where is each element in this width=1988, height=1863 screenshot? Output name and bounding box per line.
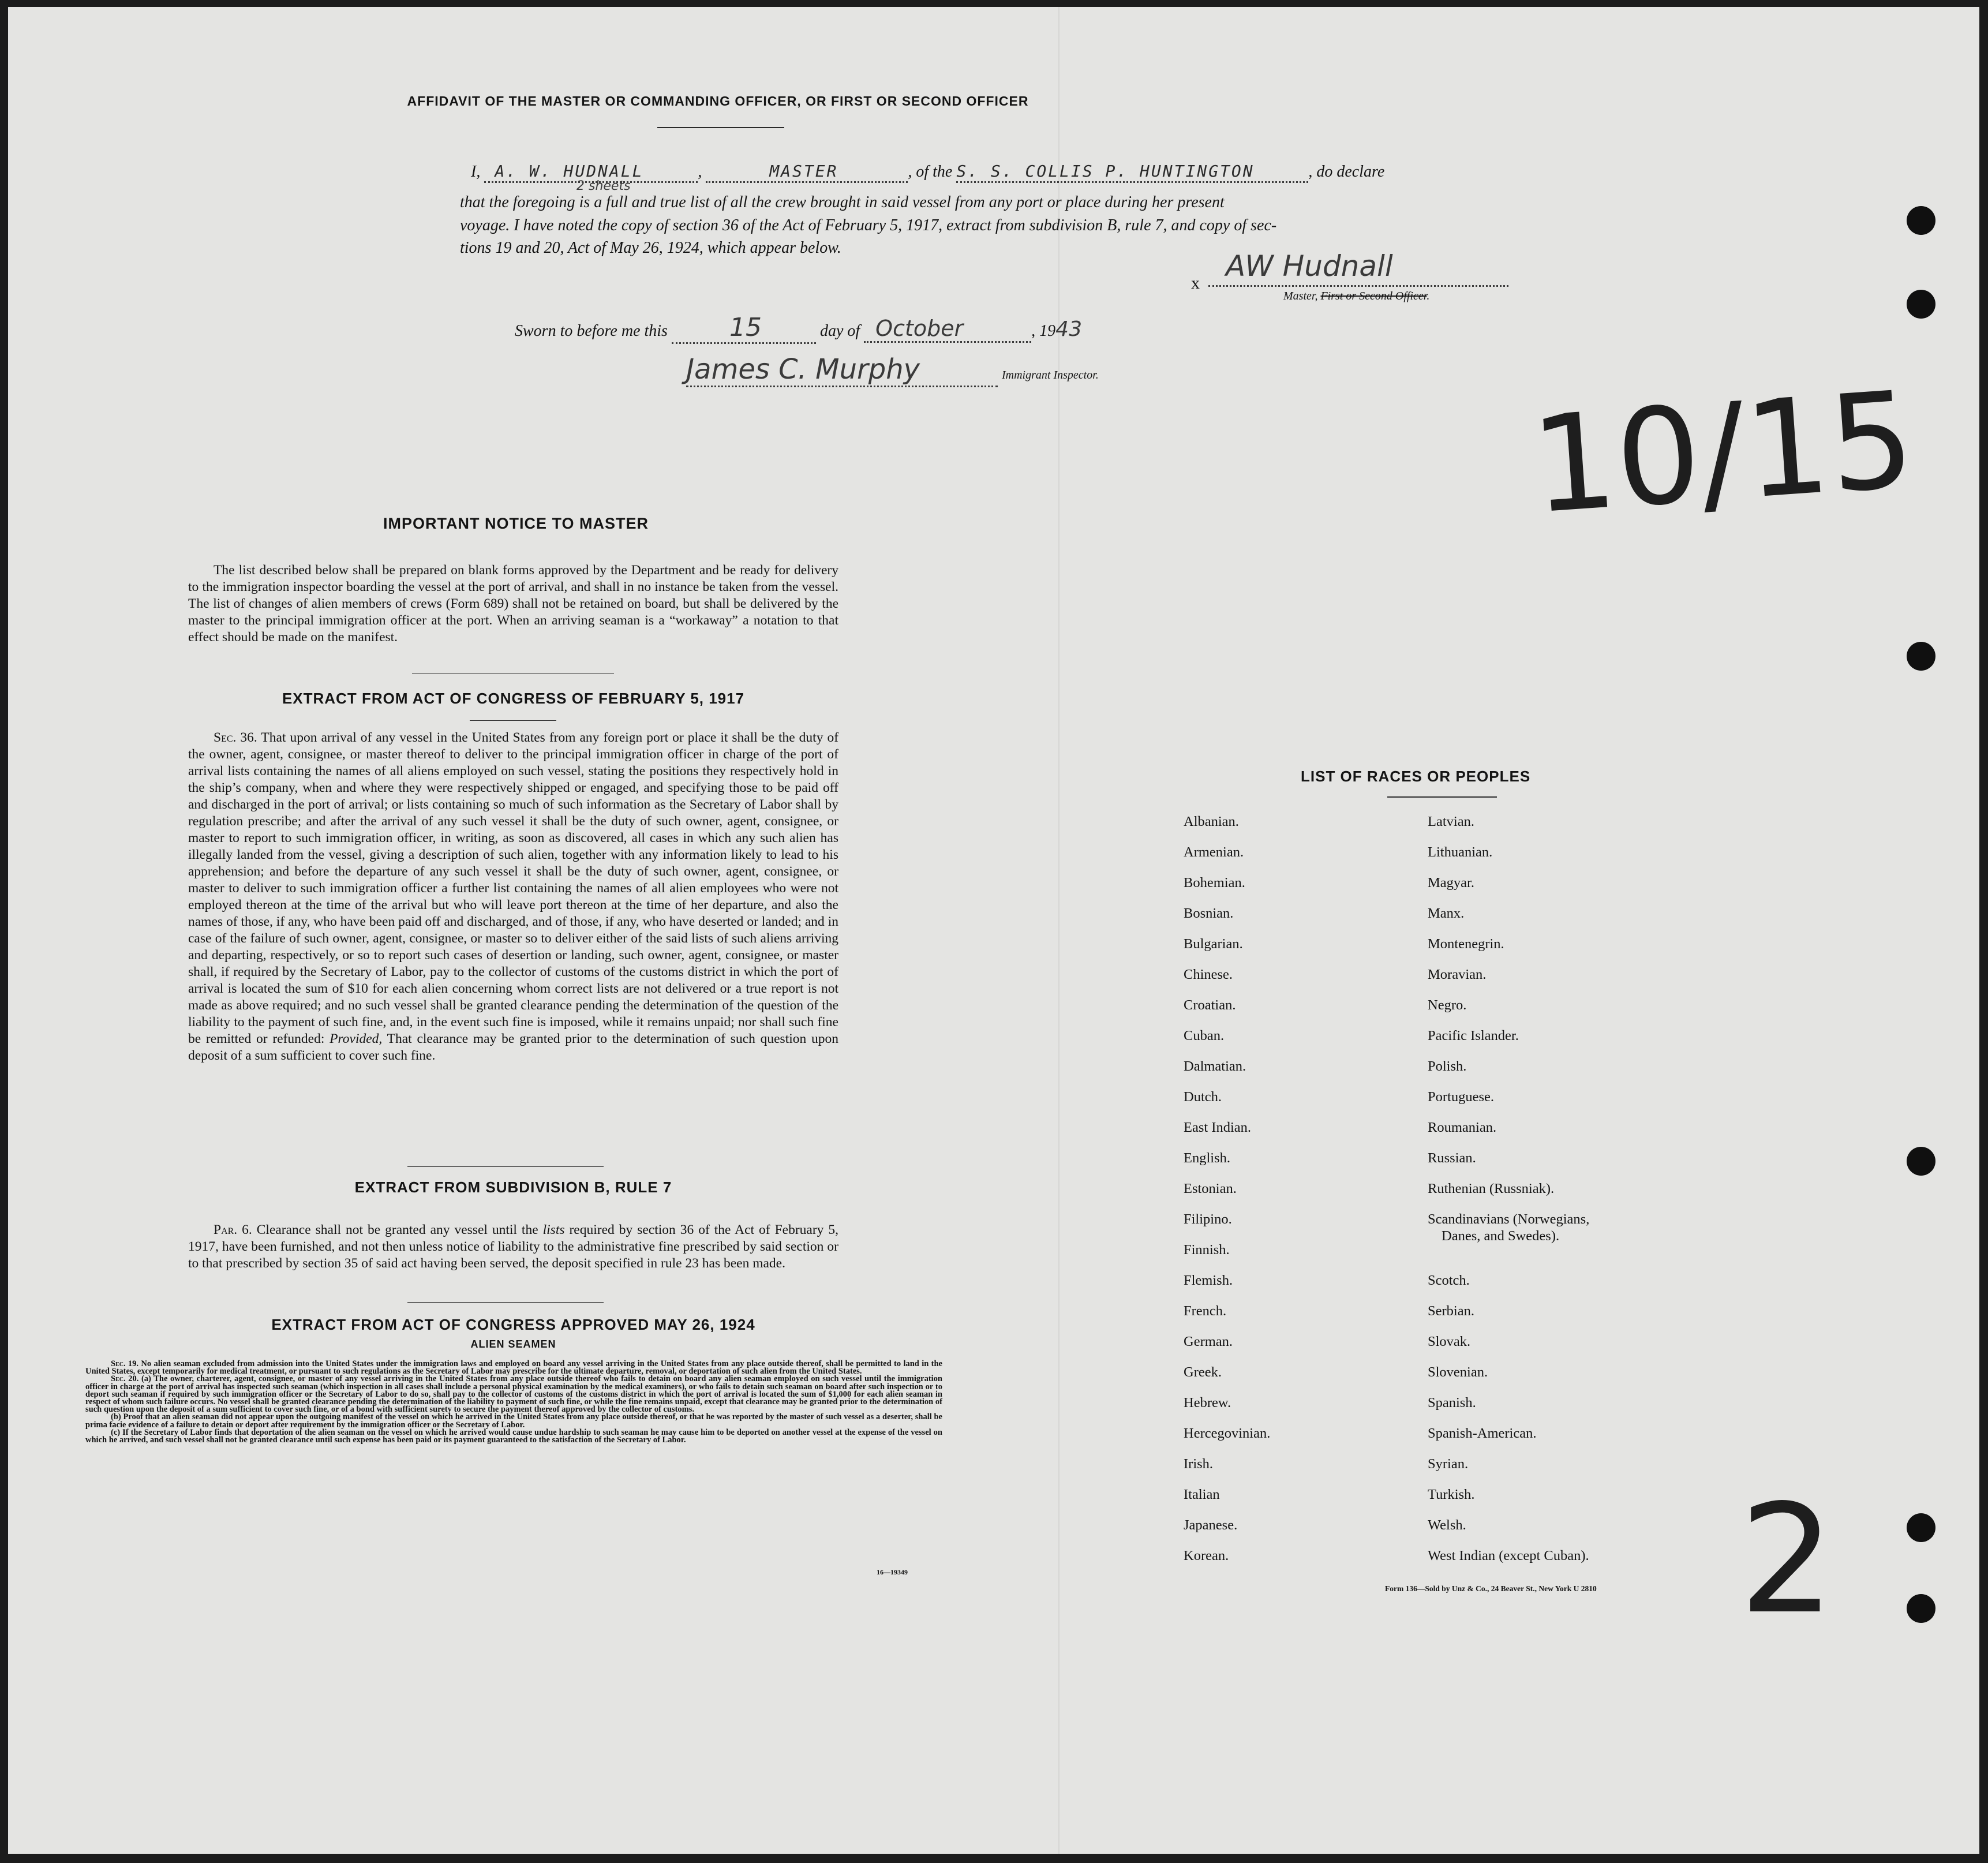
sworn-month: October — [875, 316, 964, 341]
race-item: East Indian. — [1184, 1120, 1252, 1135]
race-item: Spanish-American. — [1428, 1426, 1537, 1441]
notice-body — [188, 562, 838, 646]
sec-20c-paragraph: (c) If the Secretary of Labor finds that deportation of the alien seaman on the vessel on which he arrived would cause undue hardship to such seaman he may cause him to be deported on another vessel at the expense of the vessel on which he arrived, and such vessel shall not be granted clearance until such expense has been paid or its payment guaranteed to the satisfaction of the Secretary of Labor. — [85, 1427, 942, 1445]
sec-19-label: Sec. 19. — [111, 1359, 139, 1368]
inspector-label: Immigrant Inspector. — [1002, 369, 1099, 381]
par-6-text: Clearance shall not be granted any vessel until the — [256, 1222, 538, 1237]
master-signature-text: AW Hudnall — [1226, 249, 1393, 283]
race-item: Filipino. — [1184, 1211, 1232, 1227]
race-item: West Indian (except Cuban). — [1428, 1548, 1589, 1563]
race-item: Finnish. — [1184, 1242, 1230, 1258]
section-rule — [407, 1166, 604, 1167]
extract-rule7-title: EXTRACT FROM SUBDIVISION B, RULE 7 — [354, 1179, 672, 1196]
affidavit-line-2 — [460, 193, 1545, 212]
races-title: LIST OF RACES OR PEOPLES — [1301, 768, 1531, 785]
race-item: Negro. — [1428, 997, 1467, 1013]
race-item: Albanian. — [1184, 814, 1239, 829]
extract-1924-title: EXTRACT FROM ACT OF CONGRESS APPROVED MAY 26, 1924 — [271, 1316, 755, 1333]
race-item: Montenegrin. — [1428, 936, 1504, 952]
race-item: Turkish. — [1428, 1487, 1475, 1502]
sec-20-label: Sec. 20. — [111, 1374, 139, 1384]
inserted-sheets-note: 2 sheets — [576, 179, 631, 193]
race-item: Manx. — [1428, 906, 1465, 921]
races-left-column — [1184, 814, 1270, 1578]
race-item: Dutch. — [1184, 1089, 1222, 1105]
race-item: Croatian. — [1184, 997, 1236, 1013]
extract-1917-body — [188, 730, 838, 1064]
line2-rest: is a full and true list of all the crew brought in said vessel from any port or place during her present — [579, 193, 1225, 211]
of-the: , of the — [908, 163, 953, 181]
race-item: Syrian. — [1428, 1456, 1469, 1472]
race-item: Greek. — [1184, 1364, 1222, 1380]
day-of: day of — [819, 322, 860, 340]
form-code: 16—19349 — [877, 1568, 908, 1576]
race-item: Danes, and Swedes). — [1442, 1228, 1560, 1244]
race-item: Portuguese. — [1428, 1089, 1494, 1105]
label-struck: First or Second Officer — [1320, 290, 1427, 302]
label-master: Master, — [1283, 290, 1318, 302]
sec-20a-text: (a) The owner, charterer, agent, consignee, or master of any vessel arriving in the United States from any place outside thereof who fails to detain on board any alien seaman employed on such vessel until the immigration officer in charge at the port of arrival has inspected such seaman (which inspection in all cases shall include a personal physical examination by the medical examiners), or who fails to detain such seaman on board after such inspection or to deport such seaman if required by such immigration officer or the Secretary of Labor to do so, shall pay to the collector of customs of the customs district in which the port of arrival is located the sum of $1,000 for each alien seaman in respect of whom such failure occurs. No vessel shall be granted clearance pending the determination of the liability to payment of such fine, or while the fine remains unpaid, except that clearance may be granted prior to the determination of such question upon the deposit of a sum sufficient to cover such fine, or of a bond with sufficient surety to secure the payment thereof approved by the collector of customs. — [85, 1374, 942, 1415]
race-item: Cuban. — [1184, 1028, 1225, 1043]
race-item: Armenian. — [1184, 844, 1244, 860]
lists-word: lists — [542, 1222, 565, 1237]
do-declare: , do declare — [1308, 163, 1385, 181]
alien-seamen-subtitle: ALIEN SEAMEN — [470, 1338, 556, 1350]
sec-36-label: Sec. 36. — [214, 730, 257, 745]
master-name: A. W. HUDNALL — [495, 162, 644, 181]
race-item: Hebrew. — [1184, 1395, 1231, 1411]
label-end: . — [1427, 290, 1430, 302]
race-item: Latvian. — [1428, 814, 1474, 829]
races-title-rule — [1387, 796, 1497, 798]
race-item: Magyar. — [1428, 875, 1474, 891]
handwritten-page-number: 2 — [1739, 1473, 1835, 1647]
month-field — [864, 316, 1031, 343]
extract-1924-body — [85, 1360, 942, 1444]
sworn-day: 15 — [729, 313, 762, 342]
par-6-text-end: required by section 36 of the Act of February 5, 1917, have been furnished, and not then unless notice of liability to the administrative fine prescribed by said section or to that prescribed by section 35 of said act having been served, the deposit specified in rule 23 has been made. — [188, 1222, 838, 1271]
races-right-column — [1428, 814, 1589, 1578]
vessel-name: S. S. COLLIS P. HUNTINGTON — [956, 162, 1255, 181]
provided-word: Provided, — [330, 1031, 383, 1046]
section-rule — [470, 720, 556, 721]
sec-19-paragraph — [85, 1360, 942, 1375]
sec-19-text: No alien seaman excluded from admission into the United States under the immigration laws and employed on board any vessel arriving in the United States from any place outside thereof, shall be permitted to land in the United States, except temporarily for medical treatment, or pursuant to such regulations as the Secretary of Labor may prescribe for the ultimate departure, removal, or deportation of such alien from the United States. — [85, 1359, 942, 1376]
affidavit-line-3: voyage. I have noted the copy of section 36 of the Act of February 5, 1917, extract from subdivision B, rule 7, and copy of sec- — [460, 216, 1277, 234]
race-item: Welsh. — [1428, 1517, 1466, 1533]
race-item: Flemish. — [1184, 1273, 1233, 1288]
title-rule — [657, 127, 784, 128]
race-item: Bosnian. — [1184, 906, 1234, 921]
line2-start: that the foregoing — [460, 193, 575, 211]
binder-hole — [1907, 642, 1935, 671]
affidavit-title: AFFIDAVIT OF THE MASTER OR COMMANDING OFFICER, OR FIRST OR SECOND OFFICER — [407, 93, 1029, 109]
race-item: Japanese. — [1184, 1517, 1238, 1533]
section-rule — [407, 1302, 604, 1303]
race-item: Russian. — [1428, 1150, 1476, 1166]
affidavit-line-4: tions 19 and 20, Act of May 26, 1924, which appear below. — [460, 239, 841, 257]
sec-36-paragraph — [188, 730, 838, 1064]
vessel-field — [956, 162, 1308, 183]
extract-rule7-body — [188, 1222, 838, 1272]
race-item: Irish. — [1184, 1456, 1214, 1472]
par-6-label: Par. 6. — [214, 1222, 252, 1237]
race-item: Slovenian. — [1428, 1364, 1488, 1380]
inspector-line — [686, 353, 1099, 387]
race-item: German. — [1184, 1334, 1233, 1349]
race-item: Korean. — [1184, 1548, 1229, 1563]
race-item: Dalmatian. — [1184, 1058, 1246, 1074]
master-signature — [1208, 249, 1508, 287]
race-item: Serbian. — [1428, 1303, 1474, 1319]
race-item: Polish. — [1428, 1058, 1467, 1074]
page-fold-line — [1058, 7, 1059, 1854]
rank: MASTER — [769, 162, 838, 181]
sec-36-text-end: That clearance may be granted prior to the determination of such question upon deposit of a sum sufficient to cover such fine. — [188, 1031, 839, 1063]
handwritten-date-mark: 10/15 — [1526, 363, 1919, 544]
race-item: Ruthenian (Russniak). — [1428, 1181, 1555, 1196]
binder-hole — [1907, 290, 1935, 319]
race-item: Bulgarian. — [1184, 936, 1243, 952]
extract-1917-title: EXTRACT FROM ACT OF CONGRESS OF FEBRUARY 5, 1917 — [282, 690, 745, 707]
race-item: Estonian. — [1184, 1181, 1237, 1196]
year-suffix: 43 — [1055, 317, 1082, 341]
binder-hole — [1907, 1594, 1935, 1623]
document-page — [8, 7, 1979, 1854]
notice-text: The list described below shall be prepared on blank forms approved by the Department and be ready for delivery to the immigration inspector boarding the vessel at the port of arrival, and shall in no instance be taken from the vessel. The list of changes of alien members of crews (Form 689) shall not be retained on board, but shall be delivered by the master to the principal immigration officer at the port. When an arriving seaman is a “workaway” a notation to that effect should be made on the manifest. — [188, 563, 838, 645]
race-item: Scandinavians (Norwegians, — [1428, 1211, 1590, 1227]
race-item: Scotch. — [1428, 1273, 1470, 1288]
race-item: Moravian. — [1428, 967, 1487, 982]
year-prefix: , 19 — [1031, 322, 1056, 340]
race-item: Italian — [1184, 1487, 1220, 1502]
day-field — [672, 313, 816, 344]
sworn-text: Sworn to before me this — [515, 322, 668, 340]
inspector-signature: James C. Murphy — [686, 353, 998, 387]
race-item: Chinese. — [1184, 967, 1233, 982]
signature-label — [1283, 290, 1429, 303]
sec-20b-paragraph: (b) Proof that an alien seaman did not appear upon the outgoing manifest of the vessel on which he arrived in the United States from any place outside thereof, or that he was reported by the master of such vessel as a deserter, shall be prima facie evidence of a failure to detain or deport after requirement by the immigration officer or the Secretary of Labor. — [85, 1412, 942, 1430]
sworn-line — [515, 313, 1265, 344]
affidavit-i: I, — [471, 163, 481, 181]
race-item: Roumanian. — [1428, 1120, 1497, 1135]
race-item: Hercegovinian. — [1184, 1426, 1271, 1441]
affidavit-line-1 — [471, 162, 1544, 183]
rank-field — [706, 162, 908, 183]
signature-x: x — [1191, 274, 1200, 293]
comma: , — [698, 163, 702, 181]
race-item: Pacific Islander. — [1428, 1028, 1519, 1043]
sec-20a-paragraph — [85, 1375, 942, 1413]
notice-title: IMPORTANT NOTICE TO MASTER — [383, 515, 649, 532]
binder-hole — [1907, 1513, 1935, 1542]
race-item: Bohemian. — [1184, 875, 1245, 891]
binder-hole — [1907, 206, 1935, 235]
par-6-paragraph — [188, 1222, 838, 1272]
race-item: Spanish. — [1428, 1395, 1476, 1411]
form-footer: Form 136—Sold by Unz & Co., 24 Beaver St., New York U 2810 — [1385, 1584, 1597, 1593]
sec-36-text: That upon arrival of any vessel in the United States from any foreign port or place it shall be the duty of the owner, agent, consignee, or master thereof to deliver to the principal immigration officer in charge of the port of arrival lists containing the names of all aliens employed on such vessel, stating the positions they respectively hold in the ship’s company, when and where they were respectively shipped or engaged, and specifying those to be paid off and discharged in the port of arrival; or lists containing so much of such information as the Secretary of Labor shall by regulation prescribe; and after the arrival of any such vessel it shall be the duty of such owner, agent, consignee, or master to report to such immigration officer, in writing, as soon as discovered, all cases in which any such alien has illegally landed from the vessel, giving a description of such alien, together with any information likely to lead to his apprehension; and before the departure of any such vessel it shall be the duty of such owner, agent, consignee, or master to deliver to such immigration officer a further list containing the names of all alien employees who were not employed thereon at the time of the arrival but who will leave port thereon at the time of her departure, and also the names of those, if any, who have been paid off and discharged, and of those, if any, who have deserted or landed; and in case of the failure of such owner, agent, consignee, or master so to deliver either of the said lists of such aliens arriving and departing, respectively, or so to report such cases of desertion or landing, such owner, agent, consignee, or master shall, if required by the Secretary of Labor, pay to the collector of customs of the customs district in which the port of arrival is located the sum of $10 for each alien concerning whom correct lists are not delivered or a true report is not made as above required; and no such vessel shall be granted clearance pending the determination of the question of the liability to the payment of such fine, and, in the event such fine is imposed, while it remains unpaid; nor shall such fine be remitted or refunded: — [188, 730, 839, 1046]
race-item: French. — [1184, 1303, 1227, 1319]
binder-hole — [1907, 1147, 1935, 1176]
race-item: English. — [1184, 1150, 1230, 1166]
race-item: Slovak. — [1428, 1334, 1471, 1349]
race-item: Lithuanian. — [1428, 844, 1493, 860]
